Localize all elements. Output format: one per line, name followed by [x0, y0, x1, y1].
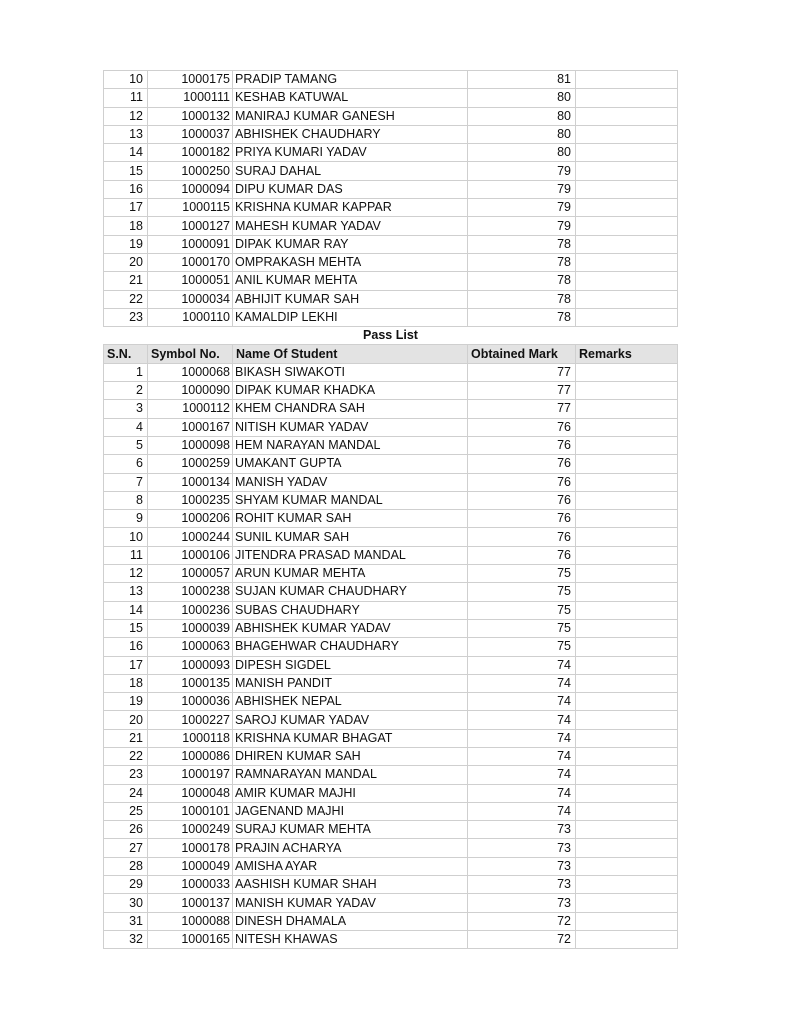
symbol-number-cell: 1000127 [148, 217, 233, 235]
symbol-number-cell: 1000101 [148, 802, 233, 820]
remarks-cell [576, 235, 678, 253]
table-row [104, 601, 678, 619]
symbol-number-cell: 1000244 [148, 528, 233, 546]
serial-number-cell: 13 [104, 125, 148, 143]
serial-number-cell: 11 [104, 546, 148, 564]
table-row [104, 418, 678, 436]
obtained-mark-cell: 74 [468, 711, 576, 729]
student-name-cell: ARUN KUMAR MEHTA [233, 565, 468, 583]
student-name-cell: ABHISHEK CHAUDHARY [233, 125, 468, 143]
serial-number-cell: 17 [104, 656, 148, 674]
student-name-cell: KESHAB KATUWAL [233, 89, 468, 107]
student-name-cell: DIPESH SIGDEL [233, 656, 468, 674]
obtained-mark-cell: 76 [468, 510, 576, 528]
table-row [104, 162, 678, 180]
serial-number-cell: 22 [104, 747, 148, 765]
header-sn: S.N. [104, 345, 148, 363]
serial-number-cell: 10 [104, 528, 148, 546]
serial-number-cell: 6 [104, 455, 148, 473]
obtained-mark-cell: 80 [468, 107, 576, 125]
student-name-cell: MANISH YADAV [233, 473, 468, 491]
pass-rows [104, 363, 678, 949]
remarks-cell [576, 747, 678, 765]
obtained-mark-cell: 73 [468, 839, 576, 857]
symbol-number-cell: 1000068 [148, 363, 233, 381]
table-row [104, 455, 678, 473]
symbol-number-cell: 1000088 [148, 912, 233, 930]
section-title-row [104, 327, 678, 345]
serial-number-cell: 24 [104, 784, 148, 802]
remarks-cell [576, 71, 678, 89]
serial-number-cell: 17 [104, 199, 148, 217]
table-row [104, 144, 678, 162]
student-name-cell: OMPRAKASH MEHTA [233, 253, 468, 271]
symbol-number-cell: 1000049 [148, 857, 233, 875]
remarks-cell [576, 802, 678, 820]
serial-number-cell: 21 [104, 729, 148, 747]
symbol-number-cell: 1000106 [148, 546, 233, 564]
serial-number-cell: 26 [104, 821, 148, 839]
symbol-number-cell: 1000112 [148, 400, 233, 418]
symbol-number-cell: 1000094 [148, 180, 233, 198]
obtained-mark-cell: 73 [468, 821, 576, 839]
remarks-cell [576, 491, 678, 509]
symbol-number-cell: 1000259 [148, 455, 233, 473]
remarks-cell [576, 308, 678, 326]
remarks-cell [576, 784, 678, 802]
symbol-number-cell: 1000236 [148, 601, 233, 619]
table-row [104, 363, 678, 381]
remarks-cell [576, 107, 678, 125]
remarks-cell [576, 876, 678, 894]
symbol-number-cell: 1000111 [148, 89, 233, 107]
student-name-cell: ROHIT KUMAR SAH [233, 510, 468, 528]
serial-number-cell: 20 [104, 253, 148, 271]
student-name-cell: MANISH KUMAR YADAV [233, 894, 468, 912]
remarks-cell [576, 583, 678, 601]
student-name-cell: DHIREN KUMAR SAH [233, 747, 468, 765]
student-name-cell: DIPAK KUMAR RAY [233, 235, 468, 253]
symbol-number-cell: 1000206 [148, 510, 233, 528]
student-name-cell: BIKASH SIWAKOTI [233, 363, 468, 381]
obtained-mark-cell: 76 [468, 491, 576, 509]
remarks-cell [576, 729, 678, 747]
table-row [104, 839, 678, 857]
symbol-number-cell: 1000098 [148, 436, 233, 454]
student-name-cell: DIPU KUMAR DAS [233, 180, 468, 198]
student-name-cell: KRISHNA KUMAR KAPPAR [233, 199, 468, 217]
remarks-cell [576, 290, 678, 308]
remarks-cell [576, 272, 678, 290]
student-name-cell: KRISHNA KUMAR BHAGAT [233, 729, 468, 747]
top-rows [104, 71, 678, 327]
student-name-cell: HEM NARAYAN MANDAL [233, 436, 468, 454]
student-name-cell: DIPAK KUMAR KHADKA [233, 382, 468, 400]
table-row [104, 857, 678, 875]
student-name-cell: MANISH PANDIT [233, 674, 468, 692]
remarks-cell [576, 565, 678, 583]
obtained-mark-cell: 79 [468, 162, 576, 180]
obtained-mark-cell: 76 [468, 528, 576, 546]
section-title: Pass List [104, 327, 678, 345]
serial-number-cell: 15 [104, 162, 148, 180]
obtained-mark-cell: 75 [468, 601, 576, 619]
result-sheet [103, 70, 677, 949]
table-row [104, 436, 678, 454]
table-row [104, 125, 678, 143]
obtained-mark-cell: 78 [468, 272, 576, 290]
results-table [103, 70, 678, 949]
obtained-mark-cell: 77 [468, 363, 576, 381]
student-name-cell: ABHISHEK KUMAR YADAV [233, 619, 468, 637]
symbol-number-cell: 1000197 [148, 766, 233, 784]
symbol-number-cell: 1000135 [148, 674, 233, 692]
table-row [104, 382, 678, 400]
serial-number-cell: 19 [104, 235, 148, 253]
remarks-cell [576, 766, 678, 784]
obtained-mark-cell: 79 [468, 199, 576, 217]
serial-number-cell: 11 [104, 89, 148, 107]
table-row [104, 217, 678, 235]
table-row [104, 473, 678, 491]
symbol-number-cell: 1000167 [148, 418, 233, 436]
symbol-number-cell: 1000057 [148, 565, 233, 583]
symbol-number-cell: 1000048 [148, 784, 233, 802]
obtained-mark-cell: 72 [468, 930, 576, 948]
obtained-mark-cell: 76 [468, 418, 576, 436]
obtained-mark-cell: 80 [468, 89, 576, 107]
symbol-number-cell: 1000175 [148, 71, 233, 89]
serial-number-cell: 1 [104, 363, 148, 381]
symbol-number-cell: 1000182 [148, 144, 233, 162]
table-row [104, 766, 678, 784]
table-row [104, 693, 678, 711]
table-row [104, 235, 678, 253]
remarks-cell [576, 912, 678, 930]
symbol-number-cell: 1000091 [148, 235, 233, 253]
serial-number-cell: 4 [104, 418, 148, 436]
table-row [104, 199, 678, 217]
symbol-number-cell: 1000227 [148, 711, 233, 729]
obtained-mark-cell: 78 [468, 235, 576, 253]
serial-number-cell: 28 [104, 857, 148, 875]
symbol-number-cell: 1000134 [148, 473, 233, 491]
obtained-mark-cell: 72 [468, 912, 576, 930]
table-row [104, 510, 678, 528]
obtained-mark-cell: 75 [468, 638, 576, 656]
serial-number-cell: 12 [104, 107, 148, 125]
obtained-mark-cell: 76 [468, 546, 576, 564]
student-name-cell: PRIYA KUMARI YADAV [233, 144, 468, 162]
remarks-cell [576, 125, 678, 143]
header-obtained-mark: Obtained Mark [468, 345, 576, 363]
obtained-mark-cell: 78 [468, 253, 576, 271]
table-row [104, 802, 678, 820]
symbol-number-cell: 1000238 [148, 583, 233, 601]
serial-number-cell: 8 [104, 491, 148, 509]
obtained-mark-cell: 73 [468, 857, 576, 875]
table-row [104, 674, 678, 692]
student-name-cell: JITENDRA PRASAD MANDAL [233, 546, 468, 564]
serial-number-cell: 13 [104, 583, 148, 601]
student-name-cell: PRAJIN ACHARYA [233, 839, 468, 857]
table-row [104, 308, 678, 326]
serial-number-cell: 21 [104, 272, 148, 290]
student-name-cell: SUBAS CHAUDHARY [233, 601, 468, 619]
header-remarks: Remarks [576, 345, 678, 363]
header-symbol-no: Symbol No. [148, 345, 233, 363]
header-name-of-student: Name Of Student [233, 345, 468, 363]
remarks-cell [576, 930, 678, 948]
obtained-mark-cell: 77 [468, 400, 576, 418]
table-row [104, 528, 678, 546]
table-row [104, 583, 678, 601]
remarks-cell [576, 619, 678, 637]
obtained-mark-cell: 74 [468, 802, 576, 820]
symbol-number-cell: 1000093 [148, 656, 233, 674]
student-name-cell: ABHISHEK NEPAL [233, 693, 468, 711]
remarks-cell [576, 601, 678, 619]
student-name-cell: NITESH KHAWAS [233, 930, 468, 948]
student-name-cell: ANIL KUMAR MEHTA [233, 272, 468, 290]
symbol-number-cell: 1000249 [148, 821, 233, 839]
student-name-cell: SURAJ DAHAL [233, 162, 468, 180]
remarks-cell [576, 180, 678, 198]
table-row [104, 491, 678, 509]
student-name-cell: AMISHA AYAR [233, 857, 468, 875]
obtained-mark-cell: 75 [468, 565, 576, 583]
table-row [104, 821, 678, 839]
obtained-mark-cell: 80 [468, 125, 576, 143]
symbol-number-cell: 1000235 [148, 491, 233, 509]
remarks-cell [576, 510, 678, 528]
obtained-mark-cell: 80 [468, 144, 576, 162]
serial-number-cell: 27 [104, 839, 148, 857]
remarks-cell [576, 363, 678, 381]
table-row [104, 272, 678, 290]
obtained-mark-cell: 75 [468, 583, 576, 601]
obtained-mark-cell: 73 [468, 894, 576, 912]
remarks-cell [576, 455, 678, 473]
serial-number-cell: 16 [104, 180, 148, 198]
remarks-cell [576, 857, 678, 875]
obtained-mark-cell: 74 [468, 784, 576, 802]
remarks-cell [576, 382, 678, 400]
serial-number-cell: 22 [104, 290, 148, 308]
symbol-number-cell: 1000132 [148, 107, 233, 125]
remarks-cell [576, 693, 678, 711]
table-row [104, 400, 678, 418]
serial-number-cell: 23 [104, 766, 148, 784]
symbol-number-cell: 1000250 [148, 162, 233, 180]
symbol-number-cell: 1000178 [148, 839, 233, 857]
serial-number-cell: 3 [104, 400, 148, 418]
obtained-mark-cell: 74 [468, 693, 576, 711]
table-row [104, 619, 678, 637]
serial-number-cell: 10 [104, 71, 148, 89]
table-row [104, 784, 678, 802]
serial-number-cell: 9 [104, 510, 148, 528]
symbol-number-cell: 1000086 [148, 747, 233, 765]
obtained-mark-cell: 73 [468, 876, 576, 894]
remarks-cell [576, 199, 678, 217]
obtained-mark-cell: 74 [468, 729, 576, 747]
table-row [104, 747, 678, 765]
remarks-cell [576, 821, 678, 839]
table-row [104, 876, 678, 894]
student-name-cell: AASHISH KUMAR SHAH [233, 876, 468, 894]
serial-number-cell: 32 [104, 930, 148, 948]
table-row [104, 711, 678, 729]
table-row [104, 89, 678, 107]
symbol-number-cell: 1000137 [148, 894, 233, 912]
obtained-mark-cell: 77 [468, 382, 576, 400]
serial-number-cell: 7 [104, 473, 148, 491]
symbol-number-cell: 1000037 [148, 125, 233, 143]
student-name-cell: DINESH DHAMALA [233, 912, 468, 930]
student-name-cell: SAROJ KUMAR YADAV [233, 711, 468, 729]
remarks-cell [576, 217, 678, 235]
remarks-cell [576, 473, 678, 491]
serial-number-cell: 16 [104, 638, 148, 656]
symbol-number-cell: 1000170 [148, 253, 233, 271]
header-row [104, 345, 678, 363]
serial-number-cell: 12 [104, 565, 148, 583]
table-row [104, 107, 678, 125]
remarks-cell [576, 711, 678, 729]
serial-number-cell: 14 [104, 601, 148, 619]
remarks-cell [576, 546, 678, 564]
table-row [104, 290, 678, 308]
table-row [104, 180, 678, 198]
symbol-number-cell: 1000118 [148, 729, 233, 747]
obtained-mark-cell: 76 [468, 455, 576, 473]
symbol-number-cell: 1000165 [148, 930, 233, 948]
obtained-mark-cell: 79 [468, 217, 576, 235]
serial-number-cell: 29 [104, 876, 148, 894]
symbol-number-cell: 1000033 [148, 876, 233, 894]
student-name-cell: SURAJ KUMAR MEHTA [233, 821, 468, 839]
obtained-mark-cell: 78 [468, 290, 576, 308]
table-row [104, 894, 678, 912]
table-row [104, 638, 678, 656]
student-name-cell: MAHESH KUMAR YADAV [233, 217, 468, 235]
serial-number-cell: 5 [104, 436, 148, 454]
obtained-mark-cell: 74 [468, 766, 576, 784]
obtained-mark-cell: 75 [468, 619, 576, 637]
student-name-cell: BHAGEHWAR CHAUDHARY [233, 638, 468, 656]
student-name-cell: SUJAN KUMAR CHAUDHARY [233, 583, 468, 601]
obtained-mark-cell: 74 [468, 656, 576, 674]
table-row [104, 253, 678, 271]
remarks-cell [576, 839, 678, 857]
student-name-cell: NITISH KUMAR YADAV [233, 418, 468, 436]
serial-number-cell: 18 [104, 674, 148, 692]
table-row [104, 930, 678, 948]
serial-number-cell: 30 [104, 894, 148, 912]
remarks-cell [576, 162, 678, 180]
remarks-cell [576, 400, 678, 418]
pass-list-section [104, 327, 678, 364]
table-row [104, 71, 678, 89]
symbol-number-cell: 1000039 [148, 619, 233, 637]
remarks-cell [576, 656, 678, 674]
obtained-mark-cell: 74 [468, 674, 576, 692]
remarks-cell [576, 89, 678, 107]
obtained-mark-cell: 76 [468, 473, 576, 491]
remarks-cell [576, 144, 678, 162]
serial-number-cell: 18 [104, 217, 148, 235]
remarks-cell [576, 418, 678, 436]
remarks-cell [576, 253, 678, 271]
student-name-cell: PRADIP TAMANG [233, 71, 468, 89]
student-name-cell: RAMNARAYAN MANDAL [233, 766, 468, 784]
obtained-mark-cell: 79 [468, 180, 576, 198]
serial-number-cell: 20 [104, 711, 148, 729]
remarks-cell [576, 528, 678, 546]
serial-number-cell: 31 [104, 912, 148, 930]
student-name-cell: MANIRAJ KUMAR GANESH [233, 107, 468, 125]
obtained-mark-cell: 78 [468, 308, 576, 326]
remarks-cell [576, 436, 678, 454]
table-row [104, 565, 678, 583]
table-row [104, 656, 678, 674]
remarks-cell [576, 674, 678, 692]
symbol-number-cell: 1000034 [148, 290, 233, 308]
student-name-cell: SUNIL KUMAR SAH [233, 528, 468, 546]
symbol-number-cell: 1000051 [148, 272, 233, 290]
serial-number-cell: 2 [104, 382, 148, 400]
symbol-number-cell: 1000063 [148, 638, 233, 656]
symbol-number-cell: 1000036 [148, 693, 233, 711]
student-name-cell: KAMALDIP LEKHI [233, 308, 468, 326]
serial-number-cell: 15 [104, 619, 148, 637]
serial-number-cell: 23 [104, 308, 148, 326]
table-row [104, 546, 678, 564]
student-name-cell: UMAKANT GUPTA [233, 455, 468, 473]
symbol-number-cell: 1000115 [148, 199, 233, 217]
remarks-cell [576, 638, 678, 656]
obtained-mark-cell: 76 [468, 436, 576, 454]
student-name-cell: AMIR KUMAR MAJHI [233, 784, 468, 802]
symbol-number-cell: 1000090 [148, 382, 233, 400]
student-name-cell: KHEM CHANDRA SAH [233, 400, 468, 418]
table-row [104, 912, 678, 930]
obtained-mark-cell: 74 [468, 747, 576, 765]
serial-number-cell: 19 [104, 693, 148, 711]
student-name-cell: SHYAM KUMAR MANDAL [233, 491, 468, 509]
student-name-cell: JAGENAND MAJHI [233, 802, 468, 820]
serial-number-cell: 14 [104, 144, 148, 162]
remarks-cell [576, 894, 678, 912]
symbol-number-cell: 1000110 [148, 308, 233, 326]
obtained-mark-cell: 81 [468, 71, 576, 89]
serial-number-cell: 25 [104, 802, 148, 820]
table-row [104, 729, 678, 747]
student-name-cell: ABHIJIT KUMAR SAH [233, 290, 468, 308]
